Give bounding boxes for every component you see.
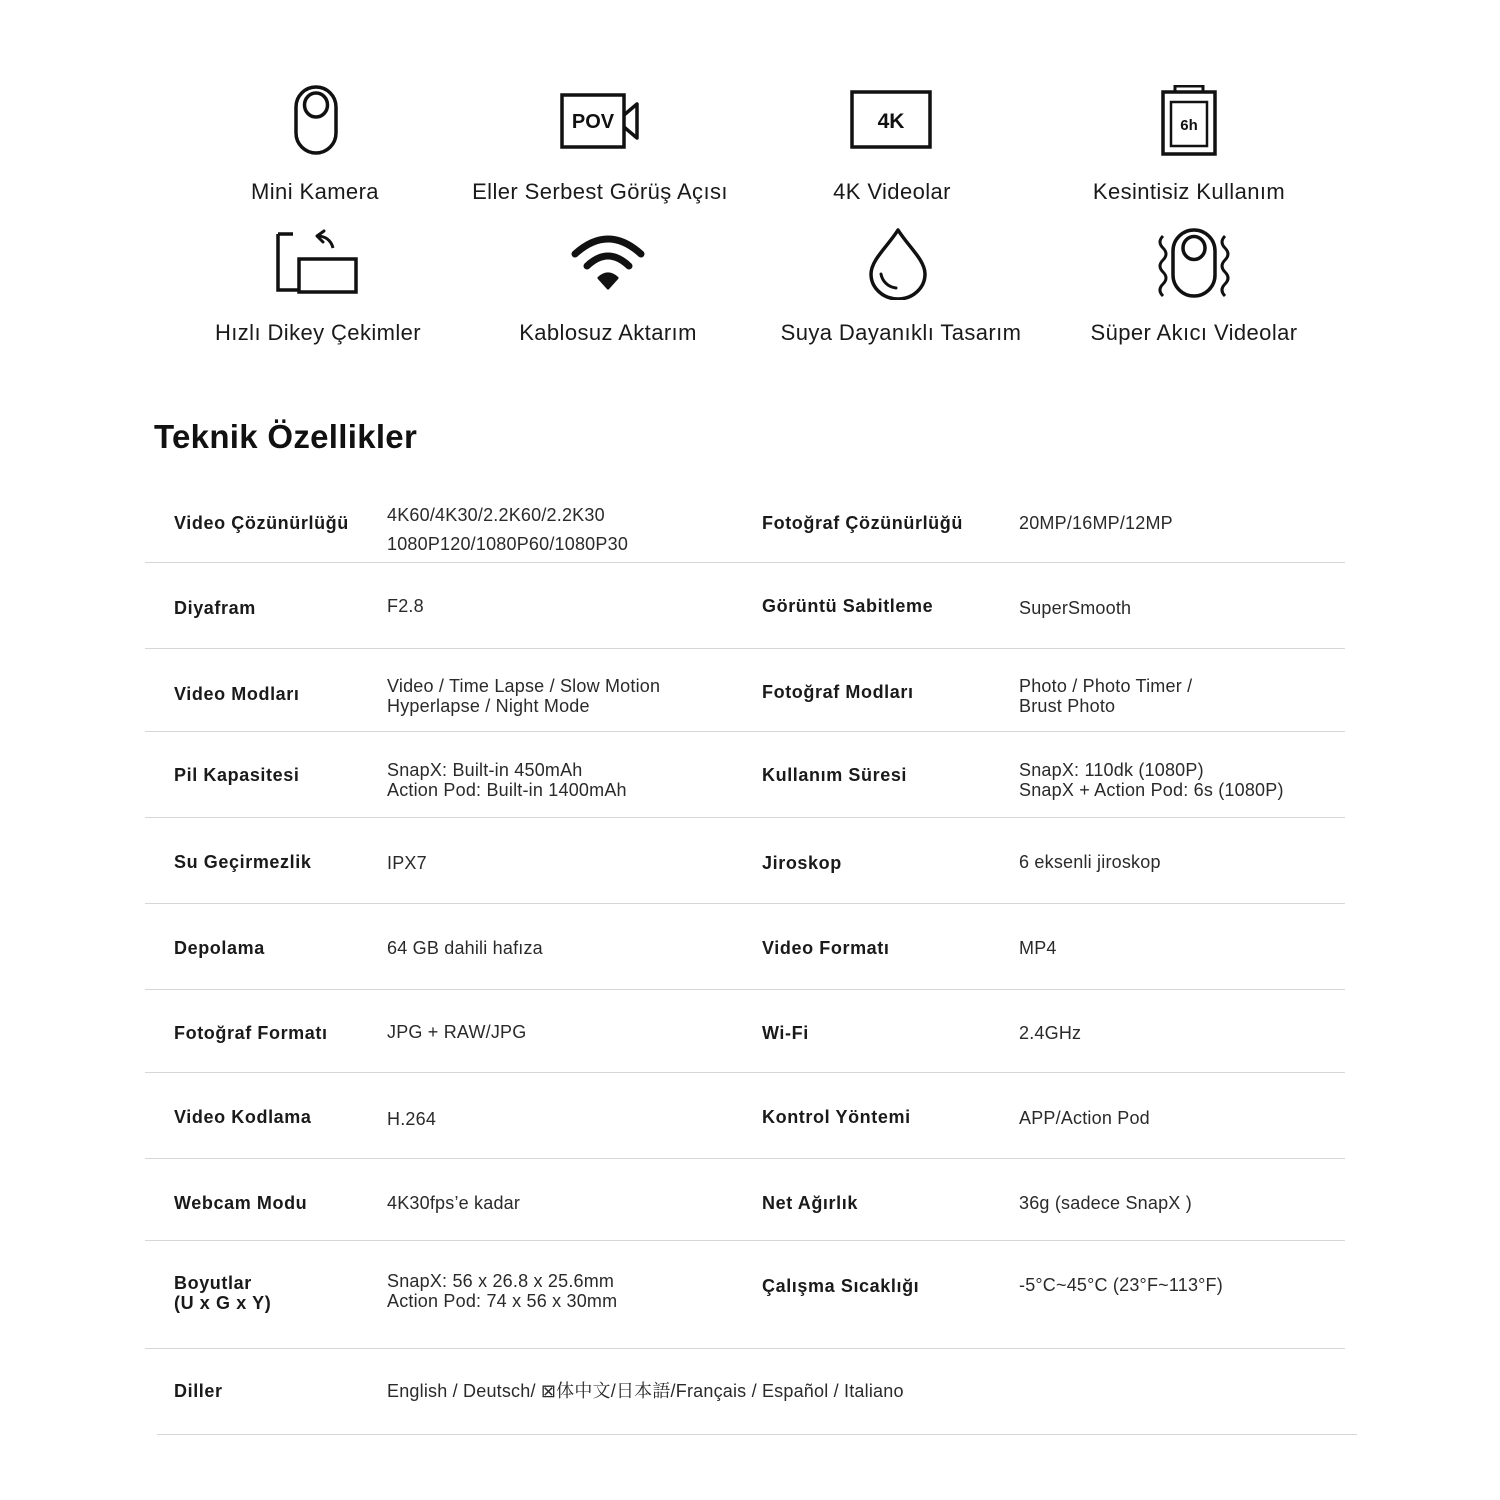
pov-camera-icon [555, 85, 645, 157]
spec-value-line: SnapX + Action Pod: 6s (1080P) [1019, 780, 1284, 800]
spec-value-line: SnapX: 56 x 26.8 x 25.6mm [387, 1271, 615, 1291]
spec-key: Video Çözünürlüğü [174, 513, 349, 533]
battery-6h-icon [1144, 85, 1234, 157]
battery-icon-text: 6h [1180, 117, 1198, 134]
spec-value [387, 501, 747, 559]
spec-key: Video Formatı [762, 938, 890, 958]
spec-value [1019, 732, 1349, 828]
spec-value: English / Deutsch/ ⊠体中文/日本語/Français / Español / Italiano [387, 1381, 904, 1401]
spec-key: Kontrol Yöntemi [762, 1107, 911, 1127]
spec-key: Video Kodlama [174, 1107, 312, 1127]
spec-value: 4K30fps’e kadar [387, 1193, 521, 1213]
spec-value: 6 eksenli jiroskop [1019, 852, 1161, 872]
spec-value: JPG + RAW/JPG [387, 1022, 527, 1042]
spec-value: H.264 [387, 1109, 437, 1129]
feature-label: Mini Kamera [251, 179, 379, 204]
spec-value-line: Action Pod: 74 x 56 x 30mm [387, 1291, 618, 1311]
feature-4k [742, 85, 1042, 205]
spec-key: Wi-Fi [762, 1023, 809, 1043]
spec-value: SuperSmooth [1019, 598, 1132, 618]
spec-value: MP4 [1019, 938, 1057, 958]
spec-value-line: 4K60/4K30/2.2K60/2.2K30 [387, 505, 605, 525]
feature-label: Hızlı Dikey Çekimler [214, 320, 422, 345]
specs-title: Teknik Özellikler [154, 418, 418, 455]
pov-icon-text: POV [571, 111, 615, 133]
spec-value-line: Brust Photo [1019, 696, 1116, 716]
spec-row [145, 904, 1345, 990]
spec-row [145, 1073, 1345, 1159]
feature-mini-camera [165, 85, 465, 205]
spec-key: Çalışma Sıcaklığı [762, 1276, 920, 1296]
spec-row [145, 1241, 1345, 1349]
spec-value-line: 1080P120/1080P60/1080P30 [387, 534, 629, 554]
spec-value [1019, 649, 1349, 743]
spec-key: Görüntü Sabitleme [762, 596, 934, 616]
spec-value: 36g (sadece SnapX ) [1019, 1193, 1192, 1213]
spec-key: Jiroskop [762, 853, 842, 873]
feature-water [751, 228, 1051, 346]
rotate-screen-icon [273, 228, 363, 300]
spec-value-line: Photo / Photo Timer / [1019, 676, 1193, 696]
spec-key: Depolama [174, 938, 265, 958]
feature-label: Suya Dayanıklı Tasarım [780, 320, 1022, 345]
spec-value: 2.4GHz [1019, 1023, 1082, 1043]
feature-battery [1039, 85, 1339, 205]
feature-label: Kesintisiz Kullanım [1092, 179, 1286, 204]
spec-key-line: Boyutlar [174, 1273, 252, 1293]
spec-row [145, 563, 1345, 649]
spec-value [387, 732, 747, 828]
spec-key: Webcam Modu [174, 1193, 308, 1213]
spec-key [174, 1241, 384, 1345]
mini-camera-icon [270, 85, 360, 157]
feature-pov [450, 85, 750, 205]
spec-value [387, 649, 747, 743]
spec-value-line: Video / Time Lapse / Slow Motion [387, 676, 661, 696]
spec-value-line: SnapX: 110dk (1080P) [1019, 760, 1204, 780]
feature-label: Eller Serbest Görüş Açısı [472, 179, 728, 204]
spec-row [145, 818, 1345, 904]
water-drop-icon [856, 228, 946, 300]
spec-key-line: (U x G x Y) [174, 1293, 272, 1313]
feature-rotate [168, 228, 468, 346]
spec-key: Fotoğraf Modları [762, 682, 914, 702]
spec-row [145, 1349, 1345, 1435]
spec-value: 64 GB dahili hafıza [387, 938, 543, 958]
spec-value: IPX7 [387, 853, 427, 873]
spec-key: Kullanım Süresi [762, 765, 908, 785]
spec-key: Fotoğraf Formatı [174, 1023, 328, 1043]
stabilization-icon [1149, 228, 1239, 300]
feature-label: 4K Videolar [833, 179, 951, 204]
feature-label: Süper Akıcı Videolar [1090, 320, 1298, 345]
spec-row [145, 494, 1345, 563]
spec-key: Fotoğraf Çözünürlüğü [762, 513, 963, 533]
spec-row [145, 990, 1345, 1073]
spec-value-line: Action Pod: Built-in 1400mAh [387, 780, 627, 800]
spec-row [145, 732, 1345, 818]
wifi-icon [563, 228, 653, 300]
spec-value [387, 1241, 747, 1341]
spec-value: APP/Action Pod [1019, 1108, 1150, 1128]
spec-value-line: SnapX: Built-in 450mAh [387, 760, 583, 780]
spec-row [145, 1159, 1345, 1241]
spec-value: F2.8 [387, 596, 424, 616]
spec-key: Net Ağırlık [762, 1193, 858, 1213]
spec-value: -5°C~45°C (23°F~113°F) [1019, 1275, 1223, 1295]
spec-key: Diyafram [174, 598, 256, 618]
spec-row [145, 649, 1345, 732]
feature-label: Kablosuz Aktarım [519, 320, 697, 345]
spec-value-line: Hyperlapse / Night Mode [387, 696, 590, 716]
spec-value: 20MP/16MP/12MP [1019, 513, 1173, 533]
row-divider [157, 1434, 1357, 1435]
spec-key: Pil Kapasitesi [174, 765, 300, 785]
4k-screen-icon [847, 85, 937, 157]
feature-stabilization [1044, 228, 1344, 346]
feature-wifi [458, 228, 758, 346]
spec-key: Su Geçirmezlik [174, 852, 312, 872]
spec-key: Video Modları [174, 684, 300, 704]
4k-icon-text: 4K [877, 110, 905, 133]
spec-key: Diller [174, 1381, 223, 1401]
